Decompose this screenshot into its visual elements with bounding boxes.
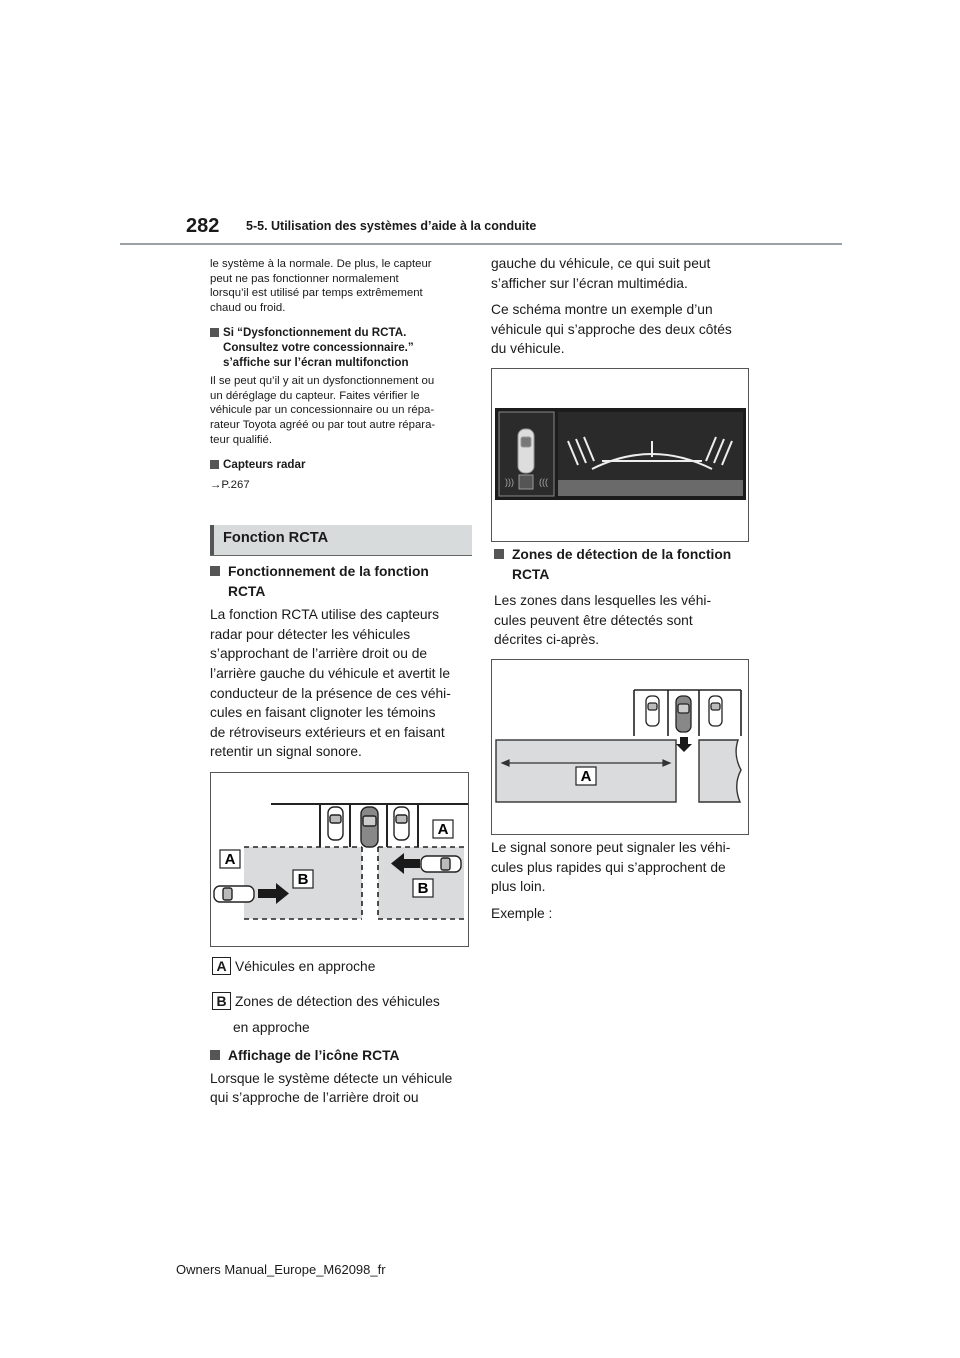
- parking-diagram: [211, 773, 468, 946]
- footer-document-id: Owners Manual_Europe_M62098_fr: [176, 1262, 386, 1277]
- legend-label-b: B: [212, 992, 231, 1010]
- label-a-zone: [576, 767, 596, 785]
- right-column-2: [494, 545, 756, 650]
- section-heading: Fonction RCTA: [223, 530, 329, 546]
- paragraph-icon-display: Lorsque le système détecte un véhicule qui s’approche de l’arrière droit ou: [210, 1070, 453, 1106]
- page-number: 282: [186, 215, 220, 237]
- paragraph-signal: Le signal sonore peut signaler les véhi- cules plus rapides qui s’approchent de plus loin.: [491, 840, 731, 895]
- diagram-rcta-overview: [210, 772, 469, 947]
- left-column-2: [210, 562, 472, 762]
- subheading-malfunction: Si “Dysfonctionnement du RCTA. Consultez votre concessionnaire.” s’affiche sur l’écran multifonction: [210, 326, 472, 370]
- radar-wave-left-icon: ))): [505, 477, 514, 487]
- radar-wave-right-icon: (((: [539, 477, 548, 487]
- detection-area-icon: [519, 475, 533, 489]
- svg-text:A: A: [437, 821, 449, 838]
- square-bullet-icon: [210, 460, 219, 469]
- legend-a: A Véhicules en approche: [212, 957, 375, 975]
- square-bullet-icon: [494, 549, 504, 559]
- screen-illustration: [492, 369, 748, 541]
- zone-extended: [699, 740, 741, 802]
- label-b-right: [413, 879, 433, 897]
- legend-b-continued: en approche: [233, 1020, 310, 1035]
- paragraph-example: Ce schéma montre un exemple d’un véhicule qui s’approche des deux côtés du véhicule.: [491, 302, 732, 357]
- legend-label-a: A: [212, 957, 231, 975]
- header-divider: [120, 243, 842, 245]
- left-column-3: [210, 1046, 472, 1108]
- paragraph-example-label: Exemple :: [491, 905, 553, 921]
- right-column-3: [491, 838, 753, 923]
- label-a-right: [433, 820, 453, 838]
- square-bullet-icon: [210, 328, 219, 337]
- own-car-icon: [361, 807, 378, 847]
- paragraph-intro: le système à la normale. De plus, le capteur peut ne pas fonctionner normalement lorsqu’il est utilisé par temps extrêmement chaud ou froid.: [210, 258, 432, 314]
- svg-text:B: B: [417, 880, 429, 897]
- right-column: [491, 254, 753, 359]
- own-car-icon: [676, 696, 691, 732]
- paragraph-malfunction: Il se peut qu’il y ait un dysfonctionnement ou un déréglage du capteur. Faites vérifier le véhicule par un concessionnaire ou un répa- rateur Toyota agréé ou par tout autre répara- teur qualifié.: [210, 375, 436, 446]
- section-underline: [210, 555, 472, 556]
- square-bullet-icon: [210, 566, 220, 576]
- arrow-down-icon: [676, 737, 692, 752]
- section-title: 5-5. Utilisation des systèmes d’aide à la conduite: [246, 219, 537, 233]
- label-b-left: [293, 870, 313, 888]
- svg-text:A: A: [224, 851, 236, 868]
- paragraph-detection-zones: Les zones dans lesquelles les véhi- cules peuvent être détectés sont décrites ci-après.: [494, 593, 712, 648]
- zone-illustration: [492, 660, 748, 834]
- svg-text:A: A: [580, 768, 592, 785]
- label-a-left: [220, 850, 240, 868]
- legend-b: B Zones de détection des véhicules: [212, 992, 440, 1010]
- svg-text:B: B: [297, 871, 309, 888]
- subheading-radar: Capteurs radar: [210, 458, 472, 473]
- subheading-icon-display: Affichage de l’icône RCTA: [210, 1046, 472, 1066]
- bumper-view: [558, 480, 743, 496]
- paragraph-continued: gauche du véhicule, ce qui suit peut s’afficher sur l’écran multimédia.: [491, 256, 711, 291]
- page-reference-link[interactable]: →P.267: [210, 478, 250, 491]
- diagram-detection-zones: [491, 659, 749, 835]
- left-column: [210, 257, 472, 491]
- square-bullet-icon: [210, 1050, 220, 1060]
- diagram-multimedia-screen: [491, 368, 749, 542]
- subheading-detection-zones: Zones de détection de la fonction RCTA: [494, 545, 756, 584]
- subheading-operation: Fonctionnement de la fonction RCTA: [210, 562, 472, 601]
- car-topview-icon: [518, 429, 534, 473]
- paragraph-operation: La fonction RCTA utilise des capteurs radar pour détecter les véhicules s’approchant de l’arrière droit ou de l’arrière gauche du véhicule et avertit le conducteur de la présence de ces véhi- cules en faisant clignoter les témoins de rétroviseurs extérieurs et en faisant retentir un signal sonore.: [210, 607, 451, 760]
